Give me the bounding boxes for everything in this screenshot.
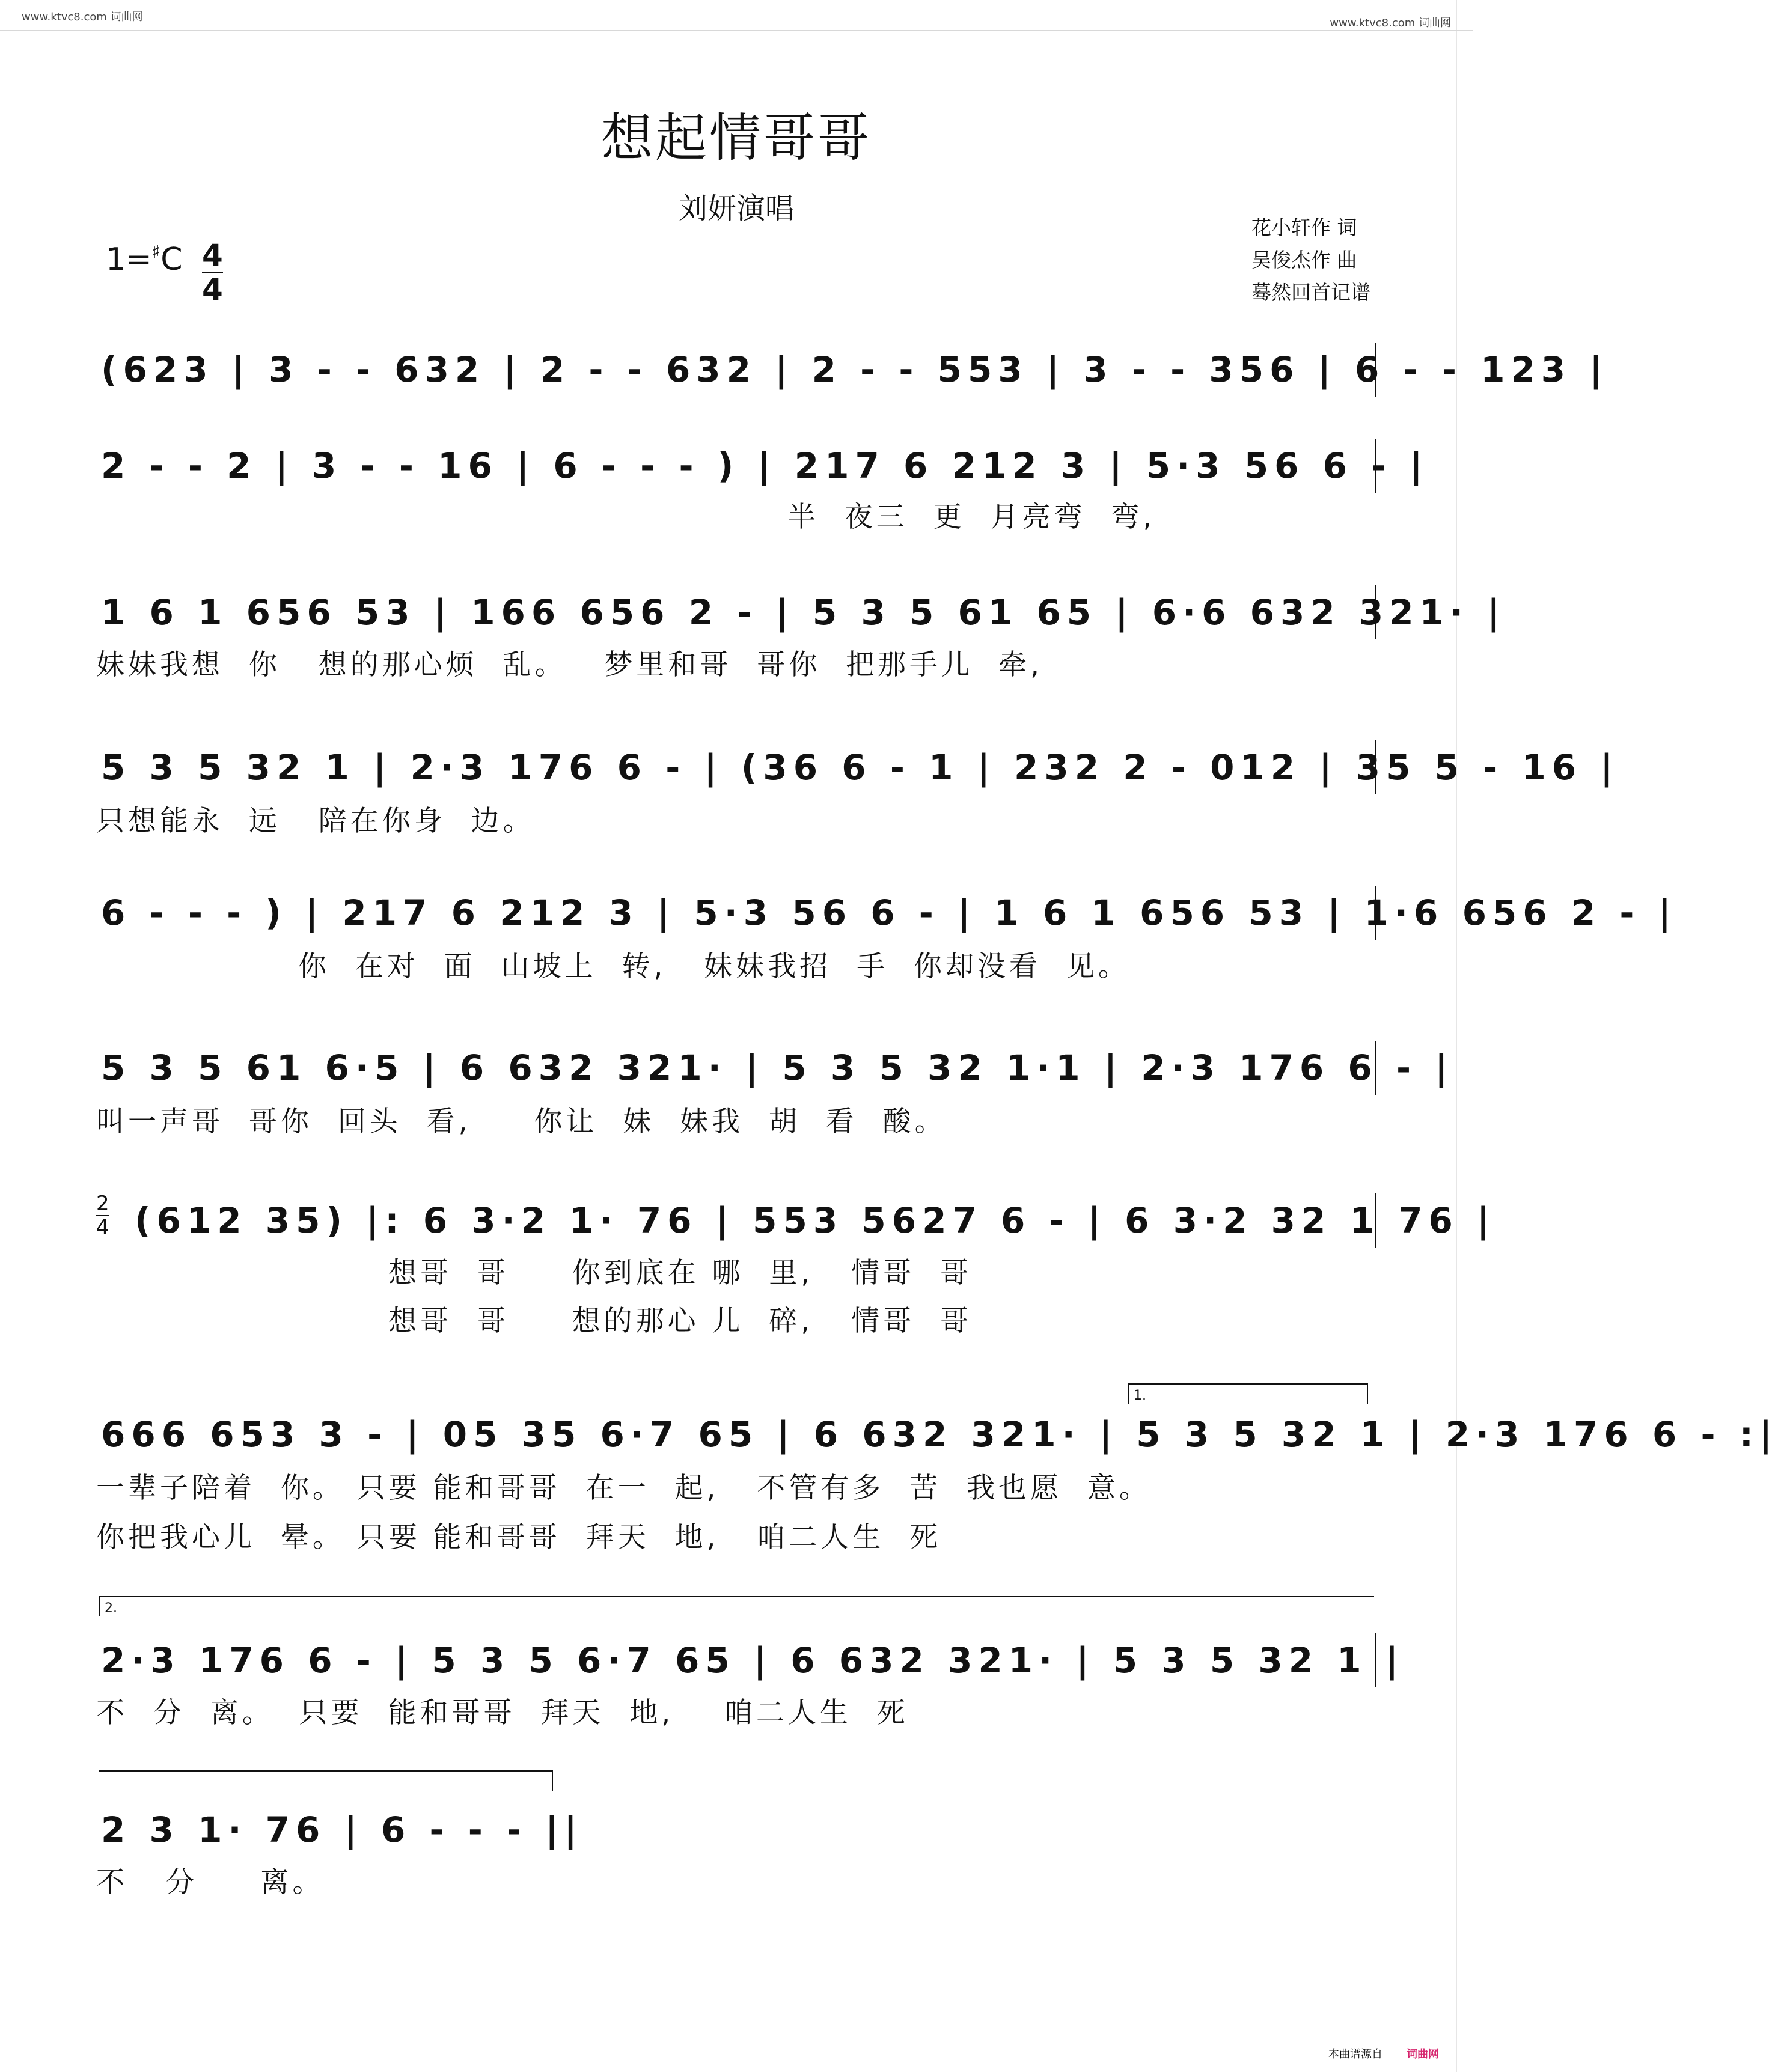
barline-end <box>1375 439 1376 493</box>
meter-change-2-4 <box>96 1192 109 1239</box>
notation-line: 6 - - - ) | 217 6 212 3 | 5·3 56 6 - | 1 6 1 656 53 | 1·6 656 2 - | <box>101 892 1677 933</box>
first-ending-label: 1. <box>1134 1388 1146 1403</box>
score-system <box>130 1191 1496 1250</box>
barline-end <box>1375 585 1376 639</box>
time-signature-top: 4 <box>202 238 223 273</box>
second-ending-label: 2. <box>105 1601 117 1616</box>
left-margin-strip <box>0 0 16 2072</box>
lyric-line: 不 分 离。 只要 能和哥哥 拜天 地, 咱二人生 死 <box>96 1696 909 1729</box>
lyric-line-verse-1: 想哥 哥 你到底在 哪 里, 情哥 哥 <box>388 1257 973 1290</box>
barline-end <box>1375 1633 1376 1687</box>
key-signature <box>106 242 183 278</box>
lyric-line-verse-2: 想哥 哥 想的那心 儿 碎, 情哥 哥 <box>388 1305 973 1338</box>
lyric-line: 半 夜三 更 月亮弯 弯, <box>787 501 1156 534</box>
score-system <box>96 883 1677 942</box>
score-system <box>96 340 1608 399</box>
score-system <box>96 1631 1405 1690</box>
notation-line: (612 35) |: 6 3·2 1· 76 | 553 5627 6 - | 6 3·2 32 1 76 | <box>135 1200 1496 1241</box>
transcriber-credit: 蓦然回首记谱 <box>1251 281 1370 304</box>
composer-credit: 吴俊杰作 曲 <box>1251 248 1357 272</box>
page-header <box>0 0 1473 30</box>
lyric-line-verse-1: 一辈子陪着 你。 只要 能和哥哥 在一 起, 不管有多 苦 我也愿 意。 <box>96 1472 1151 1505</box>
meter-change-top: 2 <box>96 1192 109 1216</box>
notation-line: (623 | 3 - - 632 | 2 - - 632 | 2 - - 553 | 3 - - 356 | 6 - - 123 | <box>101 349 1608 390</box>
footer-source-text: 本曲谱源自 <box>1328 2048 1382 2061</box>
meter-change-bottom: 4 <box>96 1216 109 1240</box>
notation-line: 5 3 5 32 1 | 2·3 176 6 - | (36 6 - 1 | 232 2 - 012 | 35 5 - 16 | <box>101 747 1619 788</box>
notation-line: 5 3 5 61 6·5 | 6 632 321· | 5 3 5 32 1·1 | 2·3 176 6 - | <box>101 1047 1454 1088</box>
notation-line: 2·3 176 6 - | 5 3 5 6·7 65 | 6 632 321· | 5 3 5 32 1 | <box>101 1640 1405 1681</box>
song-title: 想起情哥哥 <box>601 108 872 168</box>
first-ending-bracket <box>1128 1383 1368 1403</box>
notation-line: 666 653 3 - | 05 35 6·7 65 | 6 632 321· | 5 3 5 32 1 | 2·3 176 6 - :| <box>101 1414 1778 1455</box>
score-system <box>96 1800 583 1859</box>
barline-end <box>1375 1041 1376 1095</box>
notation-line: 2 3 1· 76 | 6 - - - || <box>101 1809 583 1850</box>
notation-line: 1 6 1 656 53 | 166 656 2 - | 5 3 5 61 65 | 6·6 632 321· | <box>101 592 1506 633</box>
page-footer <box>1328 2046 1439 2061</box>
barline-end <box>1375 343 1376 397</box>
header-divider <box>0 30 1473 31</box>
score-system <box>96 1405 1778 1464</box>
score-system <box>96 1038 1454 1097</box>
right-margin-strip <box>1456 0 1473 2072</box>
second-ending-bracket <box>99 1596 1374 1616</box>
key-note: C <box>160 242 183 278</box>
barline-end <box>1375 1193 1376 1248</box>
lyric-line: 叫一声哥 哥你 回头 看, 你让 妹 妹我 胡 看 酸。 <box>96 1105 947 1138</box>
time-signature-bottom: 4 <box>202 272 223 307</box>
notation-line: 2 - - 2 | 3 - - 16 | 6 - - - ) | 217 6 212 3 | 5·3 56 6 - | <box>101 445 1429 486</box>
footer-brand-link[interactable]: 词曲网 <box>1407 2048 1439 2061</box>
lyric-line: 只想能永 远 陪在你身 边。 <box>96 805 535 838</box>
singer-line: 刘妍演唱 <box>678 192 794 225</box>
score-system <box>96 583 1506 642</box>
lyricist-credit: 花小轩作 词 <box>1251 216 1357 239</box>
credits-block <box>1251 212 1370 309</box>
key-prefix: 1= <box>106 242 152 278</box>
barline-end <box>1375 740 1376 794</box>
sharp-sign: ♯ <box>151 242 161 263</box>
lyric-line: 妹妹我想 你 想的那心烦 乱。 梦里和哥 哥你 把那手儿 牵, <box>96 648 1043 681</box>
header-url-left[interactable]: www.ktvc8.com 词曲网 <box>22 11 143 23</box>
score-system <box>96 738 1619 797</box>
lyric-line-verse-2: 你把我心儿 晕。 只要 能和哥哥 拜天 地, 咱二人生 死 <box>96 1521 942 1554</box>
score-system <box>96 436 1429 495</box>
lyric-line: 你 在对 面 山坡上 转, 妹妹我招 手 你却没看 见。 <box>298 950 1130 983</box>
barline-end <box>1375 886 1376 940</box>
header-url-right[interactable]: www.ktvc8.com 词曲网 <box>1330 17 1451 29</box>
time-signature <box>202 239 223 306</box>
lyric-line: 不 分 离。 <box>96 1866 325 1899</box>
final-section-bracket <box>99 1770 553 1772</box>
